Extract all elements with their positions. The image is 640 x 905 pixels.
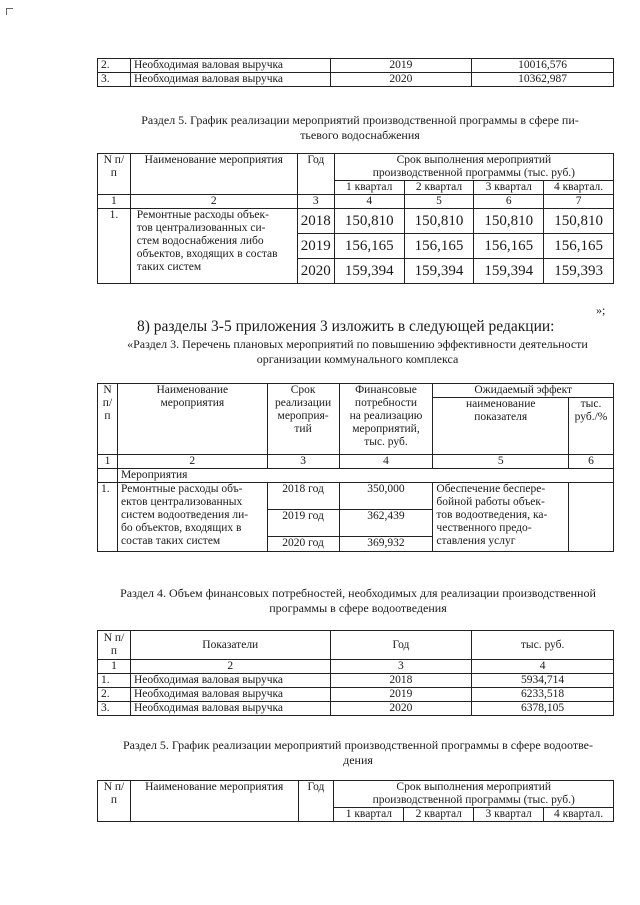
header-line: показателя [474, 411, 528, 423]
header-line: мероприятий, [352, 423, 420, 435]
cell-year: 2020 [330, 73, 472, 87]
header-q3: 3 квартал [474, 808, 544, 822]
index-cell: 4 [339, 455, 433, 469]
group-num-cell [98, 469, 118, 483]
header-unit [569, 398, 614, 455]
table-finance [97, 630, 614, 716]
index-cell: 1 [98, 195, 131, 209]
index-cell: 3 [330, 660, 472, 674]
index-cell: 2 [130, 660, 330, 674]
header-num: N п/п [98, 154, 131, 195]
cell-value: 150,810 [544, 209, 614, 234]
header-num: N п/п [98, 781, 131, 822]
header-value: тыс. руб. [472, 631, 614, 660]
header-line: мероприя- [277, 410, 329, 422]
title-line: Раздел 5. График реализации мероприятий производственной программы в сфере водоотве- [122, 738, 593, 752]
header-name [117, 384, 267, 455]
header-line: на реализацию [349, 410, 423, 422]
name-line: объектов, входящих в состав [136, 248, 278, 260]
cell-num: 1. [98, 209, 131, 284]
cell-fin: 369,932 [339, 537, 433, 552]
table-row [98, 688, 614, 702]
header-year: Год [297, 154, 334, 195]
header-num: N п/п [98, 631, 131, 660]
cell-name: Необходимая валовая выручка [130, 702, 330, 716]
cell-name: Необходимая валовая выручка [130, 674, 330, 688]
header-line: Наименование [156, 384, 229, 396]
title-line: Раздел 5. График реализации мероприятий производственной программы в сфере пи- [141, 113, 579, 127]
corner-mark [6, 8, 13, 15]
effect-line: чественного предо- [436, 522, 532, 534]
index-cell: 7 [544, 195, 614, 209]
cell-num: 1. [98, 483, 118, 552]
header-name: Наименование мероприятия [130, 781, 298, 822]
header-fin [339, 384, 433, 455]
header-num [98, 384, 118, 455]
header-q3: 3 квартал [474, 181, 544, 195]
cell-name: Необходимая валовая выручка [130, 73, 330, 87]
group-label: Мероприятия [117, 469, 613, 483]
header-line: тыс. руб. [364, 436, 408, 448]
header-line: п/ [102, 397, 113, 409]
index-cell: 1 [98, 660, 131, 674]
cell-value: 150,810 [404, 209, 474, 234]
effect-line: Обеспечение беспере- [436, 483, 546, 495]
table-row [98, 59, 614, 73]
index-cell: 1 [98, 455, 118, 469]
cell-term: 2019 год [267, 510, 339, 537]
cell-unit [569, 483, 614, 552]
cell-value: 156,165 [544, 234, 614, 259]
cell-num: 3. [98, 73, 131, 87]
cell-value: 5934,714 [472, 674, 614, 688]
cell-year: 2018 [297, 209, 334, 234]
cell-value: 150,810 [334, 209, 404, 234]
name-line: тов централизованных си- [136, 222, 266, 234]
header-term-line: Срок выполнения мероприятий [396, 154, 552, 166]
header-q1: 1 квартал [334, 181, 404, 195]
closing-quote: »; [596, 303, 606, 317]
cell-year: 2020 [330, 702, 472, 716]
cell-value: 10016,576 [472, 59, 614, 73]
title-line: «Раздел 3. Перечень плановых мероприятий по повышению эффективности деятельности [127, 337, 588, 351]
header-term [334, 154, 613, 181]
cell-value: 159,394 [404, 259, 474, 284]
table-measures [97, 383, 614, 552]
heading-8: 8) разделы 3-5 приложения 3 изложить в следующей редакции: [137, 318, 555, 335]
name-line: ектов централизованных [120, 496, 243, 508]
cell-name: Необходимая валовая выручка [130, 59, 330, 73]
name-line: Ремонтные расходы объ- [120, 483, 243, 495]
table-row [98, 702, 614, 716]
index-cell: 4 [334, 195, 404, 209]
cell-num: 1. [98, 674, 131, 688]
name-line: состав таких систем [120, 535, 221, 547]
index-cell: 5 [433, 455, 569, 469]
header-line: п [104, 410, 111, 422]
header-effect: Ожидаемый эффект [433, 384, 614, 398]
cell-name: Необходимая валовая выручка [130, 688, 330, 702]
header-indicators: Показатели [130, 631, 330, 660]
cell-fin: 362,439 [339, 510, 433, 537]
cell-term: 2018 год [267, 483, 339, 510]
effect-line: тов водоотведения, ка- [436, 509, 548, 521]
index-row [98, 660, 614, 674]
header-line: Финансовые [355, 384, 417, 396]
header-term [267, 384, 339, 455]
cell-value: 159,394 [474, 259, 544, 284]
cell-fin: 350,000 [339, 483, 433, 510]
section4-title [98, 586, 618, 616]
cell-name [117, 483, 267, 552]
index-cell: 3 [267, 455, 339, 469]
cell-year: 2020 [297, 259, 334, 284]
header-line: наименование [465, 398, 536, 410]
cell-year: 2018 [330, 674, 472, 688]
title-line: дения [343, 753, 373, 767]
header-line: N [103, 384, 112, 396]
cell-value: 156,165 [334, 234, 404, 259]
header-q2: 2 квартал [404, 181, 474, 195]
title-line: организации коммунального комплекса [256, 352, 459, 366]
header-line: руб./% [574, 411, 608, 423]
table-row [98, 483, 614, 510]
header-year: Год [330, 631, 472, 660]
header-q4: 4 квартал. [544, 808, 614, 822]
section5-drain-title [98, 738, 618, 768]
table-schedule-water [97, 153, 614, 284]
name-line: бо объектов, входящих в [120, 522, 242, 534]
header-line: тыс. [580, 398, 602, 410]
cell-name [130, 209, 297, 284]
cell-value: 159,394 [334, 259, 404, 284]
section5-water-title [100, 113, 620, 143]
table-top [97, 58, 614, 87]
index-cell: 2 [130, 195, 297, 209]
cell-value: 10362,987 [472, 73, 614, 87]
table-schedule-drain [97, 780, 614, 822]
header-q1: 1 квартал [334, 808, 404, 822]
section3-title [100, 337, 615, 367]
cell-value: 6233,518 [472, 688, 614, 702]
header-q2: 2 квартал [404, 808, 474, 822]
header-term-line: производственной программы (тыс. руб.) [372, 794, 575, 806]
header-line: потребности [354, 397, 418, 409]
header-name: Наименование мероприятия [130, 154, 297, 195]
header-q4: 4 квартал. [544, 181, 614, 195]
header-term-line: Срок выполнения мероприятий [396, 781, 551, 793]
header-line: Срок [290, 384, 316, 396]
header-indicator [433, 398, 569, 455]
cell-value: 159,393 [544, 259, 614, 284]
title-line: Раздел 4. Объем финансовых потребностей, необходимых для реализации производственной [120, 586, 596, 600]
index-row [98, 195, 614, 209]
index-cell: 6 [569, 455, 614, 469]
effect-line: ставления услуг [436, 535, 516, 547]
header-line: мероприятия [160, 397, 225, 409]
index-cell: 5 [404, 195, 474, 209]
cell-value: 150,810 [474, 209, 544, 234]
name-line: стем водоснабжения либо [136, 235, 264, 247]
header-line: тий [294, 423, 312, 435]
title-line: программы в сфере водоотведения [269, 601, 447, 615]
index-row [98, 455, 614, 469]
cell-value: 156,165 [474, 234, 544, 259]
table-row [98, 209, 614, 234]
name-line: Ремонтные расходы объек- [136, 209, 269, 221]
title-line: тьевого водоснабжения [300, 128, 420, 142]
group-row [98, 469, 614, 483]
cell-num: 2. [98, 59, 131, 73]
index-cell: 2 [117, 455, 267, 469]
header-term [334, 781, 614, 808]
cell-year: 2019 [330, 688, 472, 702]
index-cell: 3 [297, 195, 334, 209]
name-line: таких систем [136, 261, 202, 273]
cell-value: 156,165 [404, 234, 474, 259]
header-line: реализации [274, 397, 332, 409]
cell-term: 2020 год [267, 537, 339, 552]
cell-effect [433, 483, 569, 552]
name-line: систем водоотведения ли- [120, 509, 249, 521]
cell-value: 6378,105 [472, 702, 614, 716]
cell-num: 2. [98, 688, 131, 702]
effect-line: бойной работы объек- [436, 496, 545, 508]
header-term-line: производственной программы (тыс. руб.) [372, 167, 576, 179]
header-year: Год [298, 781, 334, 822]
table-row [98, 674, 614, 688]
index-cell: 6 [474, 195, 544, 209]
cell-year: 2019 [330, 59, 472, 73]
cell-year: 2019 [297, 234, 334, 259]
cell-num: 3. [98, 702, 131, 716]
table-row [98, 73, 614, 87]
index-cell: 4 [472, 660, 614, 674]
